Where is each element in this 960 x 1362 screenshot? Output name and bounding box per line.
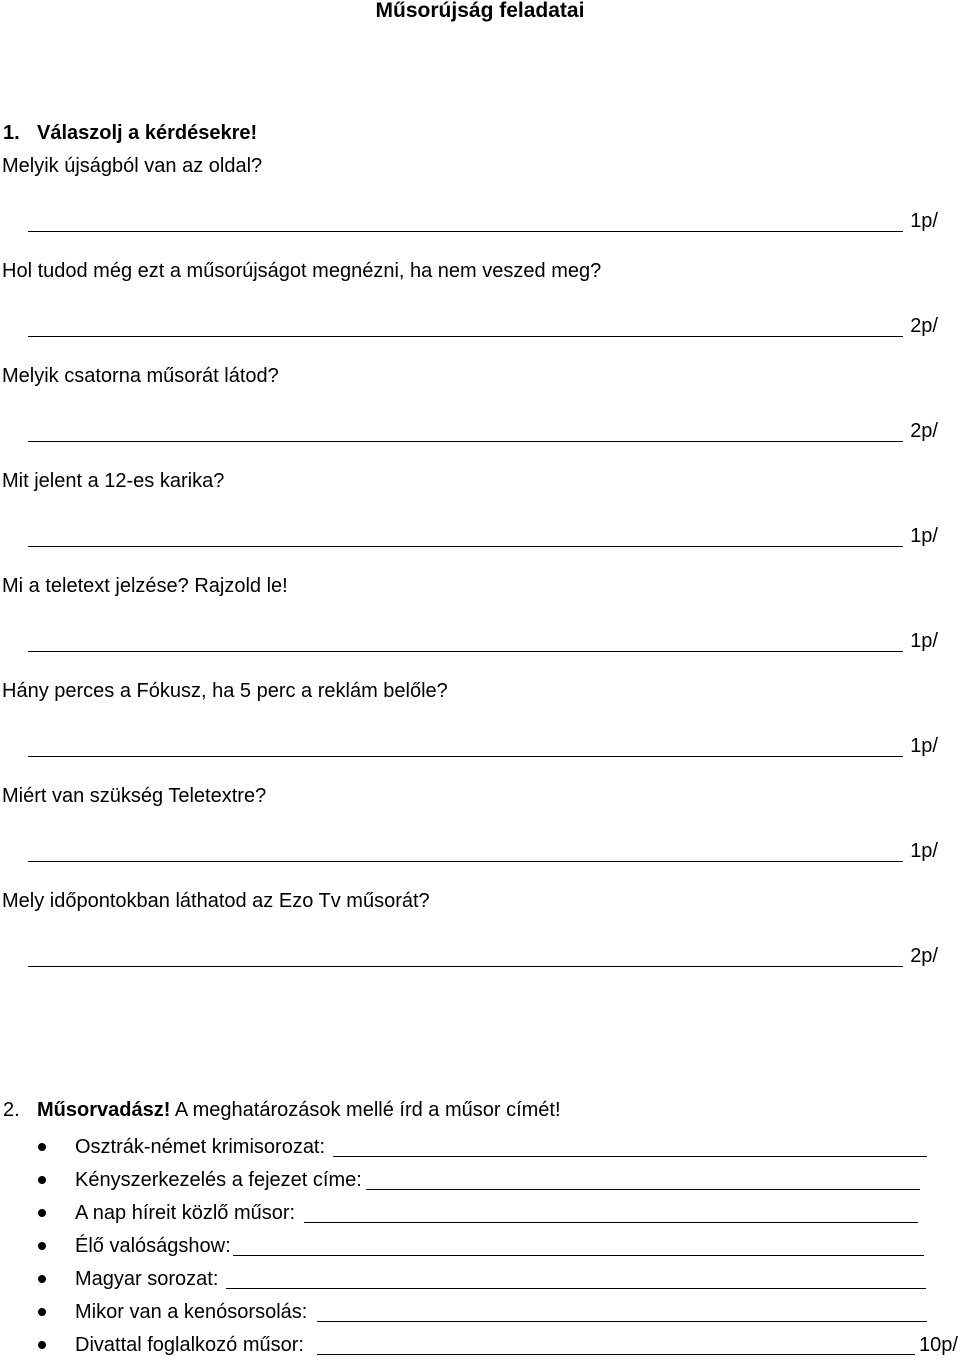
question-text: Miért van szükség Teletextre?: [2, 785, 267, 807]
section-2-number: 2.: [3, 1099, 20, 1121]
question-text: Mi a teletext jelzése? Rajzold le!: [2, 575, 288, 597]
question-text: Mely időpontokban láthatod az Ezo Tv műsorát?: [2, 890, 430, 912]
list-item: [0, 1131, 960, 1164]
answer-line[interactable]: [28, 651, 903, 652]
question-text: Melyik csatorna műsorát látod?: [2, 365, 279, 387]
bullet-icon: [38, 1308, 46, 1316]
section-1-title: Válaszolj a kérdésekre!: [37, 122, 258, 144]
bullet-icon: [38, 1341, 46, 1349]
points-label: 2p/: [910, 315, 938, 337]
answer-line[interactable]: [226, 1288, 926, 1289]
question-text: Melyik újságból van az oldal?: [2, 155, 263, 177]
section-1-number: 1.: [3, 122, 20, 144]
list-item: [0, 1263, 960, 1296]
question-text: Hol tudod még ezt a műsorújságot megnézni, ha nem veszed meg?: [2, 260, 602, 282]
points-label: 1p/: [910, 630, 938, 652]
list-item: [0, 1197, 960, 1230]
item-label: A nap híreit közlő műsor:: [75, 1202, 296, 1224]
list-item: [0, 1164, 960, 1197]
points-label: 1p/: [910, 840, 938, 862]
question-text: Hány perces a Fókusz, ha 5 perc a reklám belőle?: [2, 680, 448, 702]
section-2-title-rest: A meghatározások mellé írd a műsor címét!: [170, 1099, 561, 1121]
bullet-icon: [38, 1275, 46, 1283]
list-item: [0, 1329, 960, 1362]
answer-line[interactable]: [317, 1354, 915, 1355]
points-label: 2p/: [910, 945, 938, 967]
answer-line[interactable]: [304, 1222, 918, 1223]
item-label: Mikor van a kenósorsolás:: [75, 1301, 308, 1323]
answer-line[interactable]: [233, 1255, 924, 1256]
answer-line[interactable]: [28, 861, 903, 862]
bullet-icon: [38, 1209, 46, 1217]
answer-line[interactable]: [333, 1156, 927, 1157]
bullet-icon: [38, 1143, 46, 1151]
section-2-list: [0, 1131, 960, 1362]
answer-line[interactable]: [28, 231, 903, 232]
answer-line[interactable]: [28, 546, 903, 547]
bullet-icon: [38, 1242, 46, 1250]
bullet-icon: [38, 1176, 46, 1184]
page-title: Műsorújság feladatai: [375, 0, 585, 22]
list-item: [0, 1296, 960, 1329]
section-2-title-bold: Műsorvadász!: [37, 1099, 171, 1121]
answer-line[interactable]: [366, 1189, 920, 1190]
answer-line[interactable]: [28, 336, 903, 337]
item-label: Kényszerkezelés a fejezet címe:: [75, 1169, 362, 1191]
points-label: 10p/: [919, 1334, 958, 1356]
answer-line[interactable]: [28, 756, 903, 757]
question-text: Mit jelent a 12-es karika?: [2, 470, 225, 492]
points-label: 2p/: [910, 420, 938, 442]
answer-line[interactable]: [28, 441, 903, 442]
section-1-heading: [3, 121, 257, 145]
list-item: [0, 1230, 960, 1263]
answer-line[interactable]: [317, 1321, 927, 1322]
answer-line[interactable]: [28, 966, 903, 967]
points-label: 1p/: [910, 735, 938, 757]
points-label: 1p/: [910, 210, 938, 232]
section-2-heading: [3, 1097, 561, 1123]
item-label: Osztrák-német krimisorozat:: [75, 1136, 326, 1158]
item-label: Divattal foglalkozó műsor:: [75, 1334, 304, 1356]
item-label: Magyar sorozat:: [75, 1268, 219, 1290]
item-label: Élő valóságshow:: [75, 1235, 231, 1257]
points-label: 1p/: [910, 525, 938, 547]
